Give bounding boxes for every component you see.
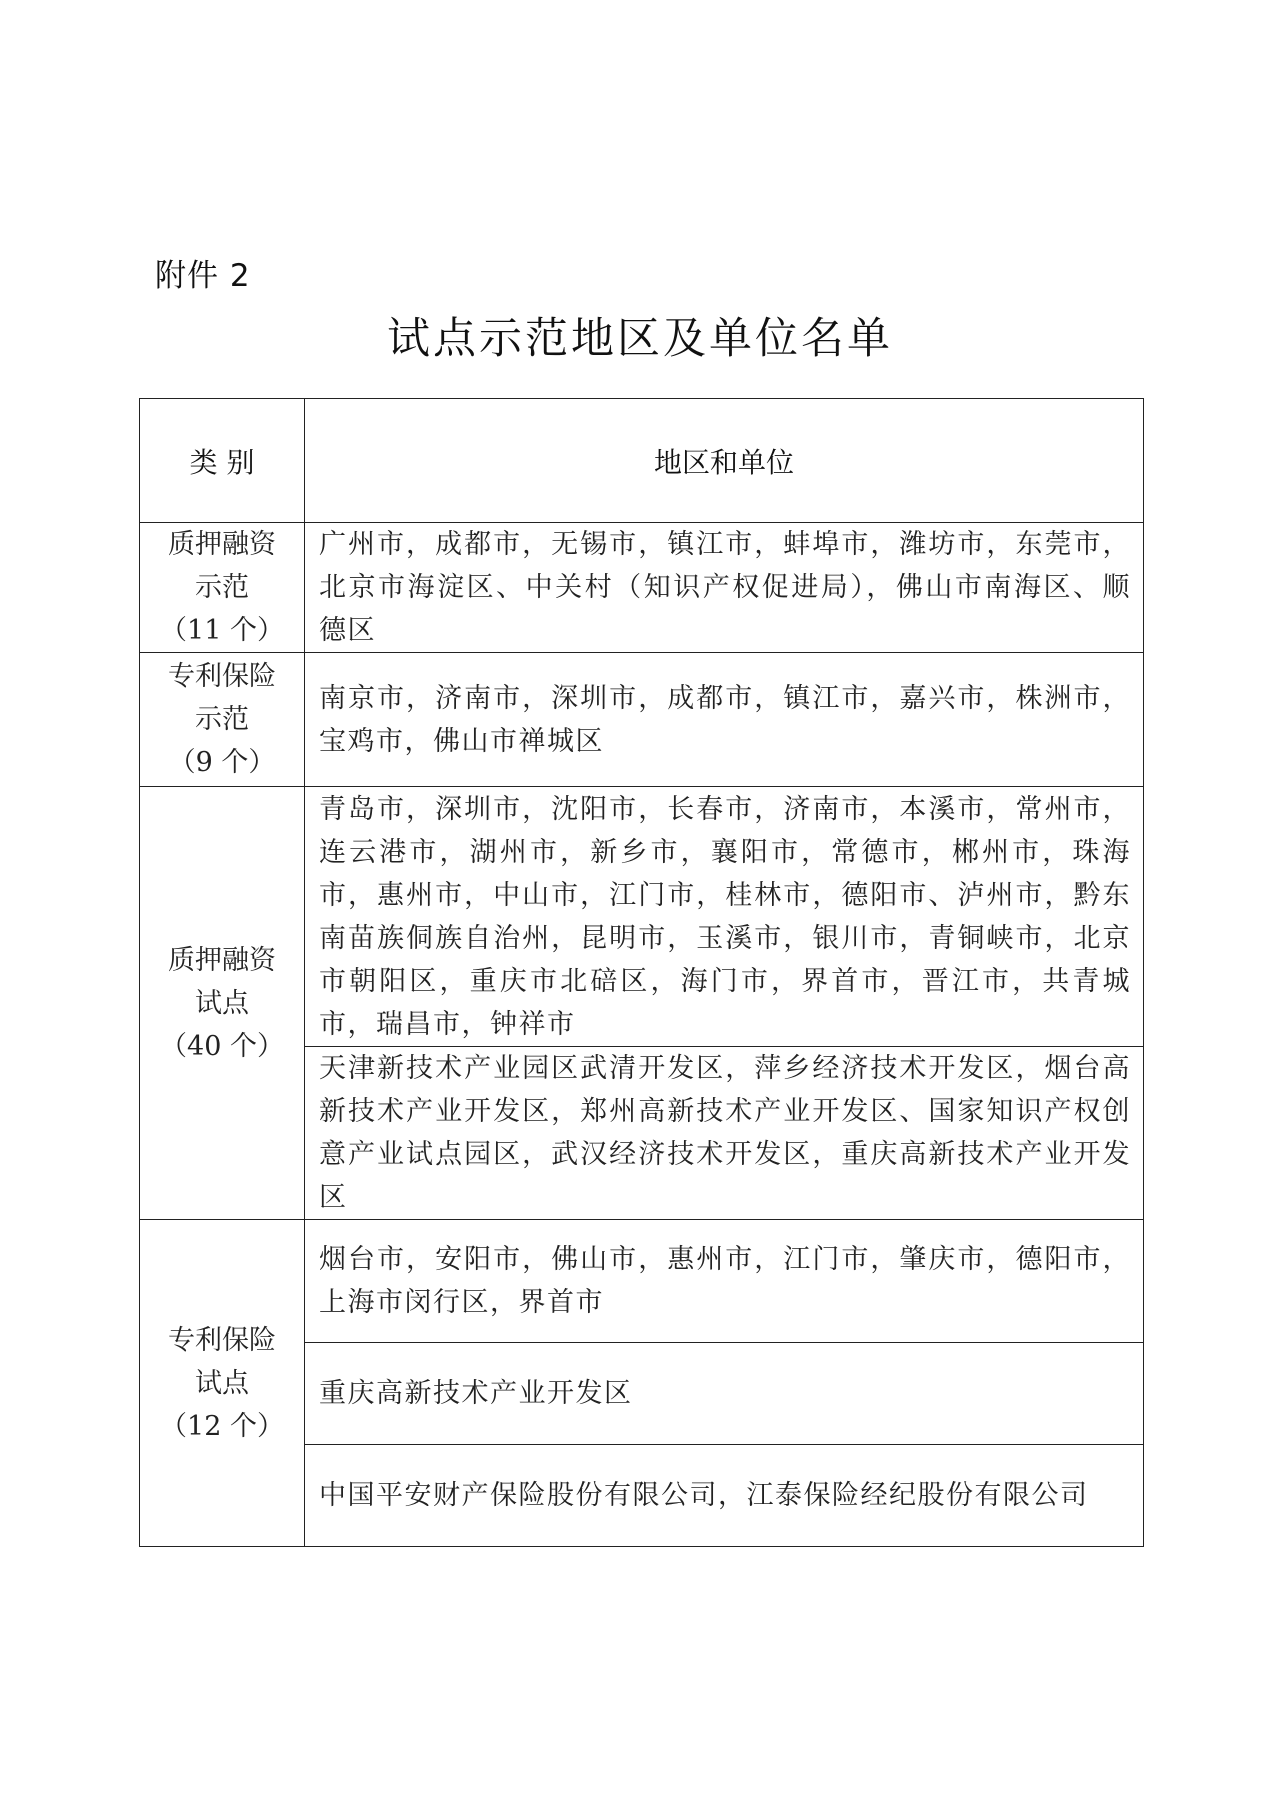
table-row: [140, 653, 1144, 787]
header-units: 地区和单位: [305, 399, 1144, 523]
table-row: [140, 523, 1144, 653]
category-cell: [140, 1220, 305, 1547]
category-line: 专利保险: [168, 1324, 276, 1356]
category-line: （9 个）: [168, 747, 276, 778]
category-line: 示范: [195, 704, 249, 735]
units-cell: 青岛市，深圳市，沈阳市，长春市，济南市，本溪市，常州市，连云港市，湖州市，新乡市，襄阳市，常德市，郴州市，珠海市，惠州市，中山市，江门市，桂林市，德阳市、泸州市，黔东南苗族侗族自治州，昆明市，玉溪市，银川市，青铜峡市，北京市朝阳区，重庆市北碚区，海门市，界首市，晋江市，共青城市，瑞昌市，钟祥市: [305, 787, 1144, 1047]
units-cell: 烟台市，安阳市，佛山市，惠州市，江门市，肇庆市，德阳市，上海市闵行区，界首市: [305, 1220, 1144, 1343]
category-line: （11 个）: [160, 615, 284, 646]
document-title: 试点示范地区及单位名单: [387, 314, 893, 364]
category-line: 质押融资: [168, 529, 276, 560]
category-line: 试点: [195, 1367, 249, 1399]
category-line: 试点: [195, 987, 249, 1019]
units-cell: 天津新技术产业园区武清开发区，萍乡经济技术开发区，烟台高新技术产业开发区，郑州高新技术产业开发区、国家知识产权创意产业试点园区，武汉经济技术开发区，重庆高新技术产业开发区: [305, 1047, 1144, 1220]
table-row: [140, 787, 1144, 1047]
attachment-label: 附件 2: [155, 258, 251, 294]
category-line: （12 个）: [160, 1410, 284, 1442]
category-cell: [140, 523, 305, 653]
table-row: [140, 1220, 1144, 1343]
category-cell: [140, 653, 305, 787]
category-line: 质押融资: [168, 944, 276, 976]
units-cell: 中国平安财产保险股份有限公司，江泰保险经纪股份有限公司: [305, 1445, 1144, 1547]
table-header-row: [140, 399, 1144, 523]
units-cell: 重庆高新技术产业开发区: [305, 1343, 1144, 1445]
category-line: 专利保险: [168, 661, 276, 692]
units-cell: 广州市，成都市，无锡市，镇江市，蚌埠市，潍坊市，东莞市，北京市海淀区、中关村（知识产权促进局），佛山市南海区、顺德区: [305, 523, 1144, 653]
category-cell: [140, 787, 305, 1220]
pilot-list-table: [139, 398, 1144, 1547]
header-category: 类 别: [140, 399, 305, 523]
category-line: （40 个）: [160, 1030, 284, 1062]
units-cell: 南京市，济南市，深圳市，成都市，镇江市，嘉兴市，株洲市，宝鸡市，佛山市禅城区: [305, 653, 1144, 787]
category-line: 示范: [195, 572, 249, 603]
